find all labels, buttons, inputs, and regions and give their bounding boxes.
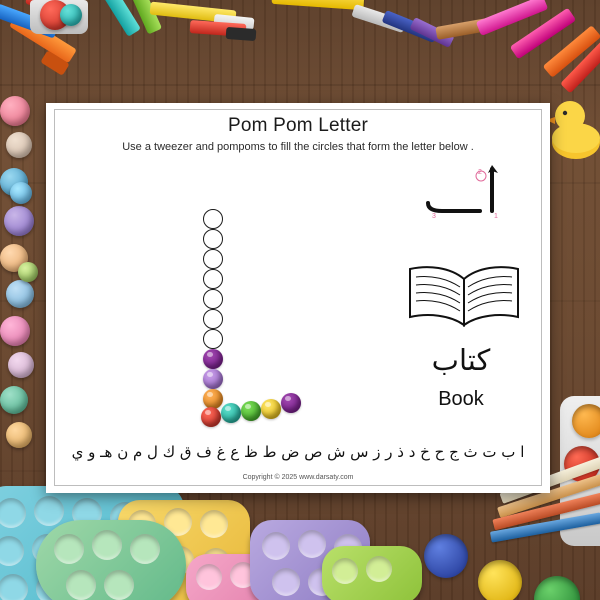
marker-dark <box>226 27 257 41</box>
letter-circle-filled <box>281 393 301 413</box>
letter-circle-filled <box>203 369 223 389</box>
letter-circle <box>203 249 223 269</box>
pom-pom <box>0 316 30 346</box>
pom-pom <box>0 386 28 414</box>
pom-pom <box>0 96 30 126</box>
marker-teal <box>89 0 141 37</box>
pom-pom <box>6 280 34 308</box>
pom-pom <box>10 182 32 204</box>
instructions-text: Use a tweezer and pompoms to fill the circles that form the letter below . <box>122 141 474 153</box>
trace-number-3: 3 <box>432 213 436 220</box>
letter-circle-filled <box>261 399 281 419</box>
letter-circle <box>203 209 223 229</box>
pom-pom <box>4 206 34 236</box>
letter-circle-filled <box>241 401 261 421</box>
pop-it-toy-lime <box>322 546 422 600</box>
letter-circle <box>203 329 223 349</box>
open-book-icon <box>402 261 526 331</box>
trace-number-1: 1 <box>494 213 498 220</box>
pom-pom <box>6 422 32 448</box>
pom-pom <box>6 132 32 158</box>
letter-circle-filled <box>203 349 223 369</box>
letter-trace-guide <box>420 163 524 221</box>
paint-well-orange <box>572 404 600 438</box>
worksheet-paper <box>46 103 550 493</box>
alphabet-strip: ا ب ت ث ج ح خ د ذ ر ز س ش ص ض ط ظ ع غ ف ق ك ل م ن هـ و ي <box>71 443 525 461</box>
letter-circle <box>203 289 223 309</box>
pom-pom-teal-cup <box>60 4 82 26</box>
pom-pom <box>8 352 34 378</box>
letter-circle-filled <box>203 389 223 409</box>
letter-circle <box>203 269 223 289</box>
vocabulary-word-english: Book <box>438 388 484 410</box>
wood-grain <box>0 84 600 86</box>
copyright-text: Copyright © 2025 www.darsaty.com <box>242 474 354 481</box>
marker-yellow-2 <box>272 0 365 10</box>
paint-well-blue <box>424 534 468 578</box>
paint-well-yellow <box>478 560 522 600</box>
letter-circle <box>203 309 223 329</box>
pop-it-toy-circle <box>36 520 186 600</box>
paint-well-green <box>534 576 580 600</box>
vocabulary-word-arabic: كتاب <box>431 343 491 377</box>
letter-circle <box>203 229 223 249</box>
page-title: Pom Pom Letter <box>227 115 369 136</box>
trace-number-2: 2 <box>478 169 482 176</box>
letter-circle-filled <box>221 403 241 423</box>
rubber-duck <box>548 96 600 160</box>
pom-pom <box>18 262 38 282</box>
letter-circle-filled <box>201 407 221 427</box>
